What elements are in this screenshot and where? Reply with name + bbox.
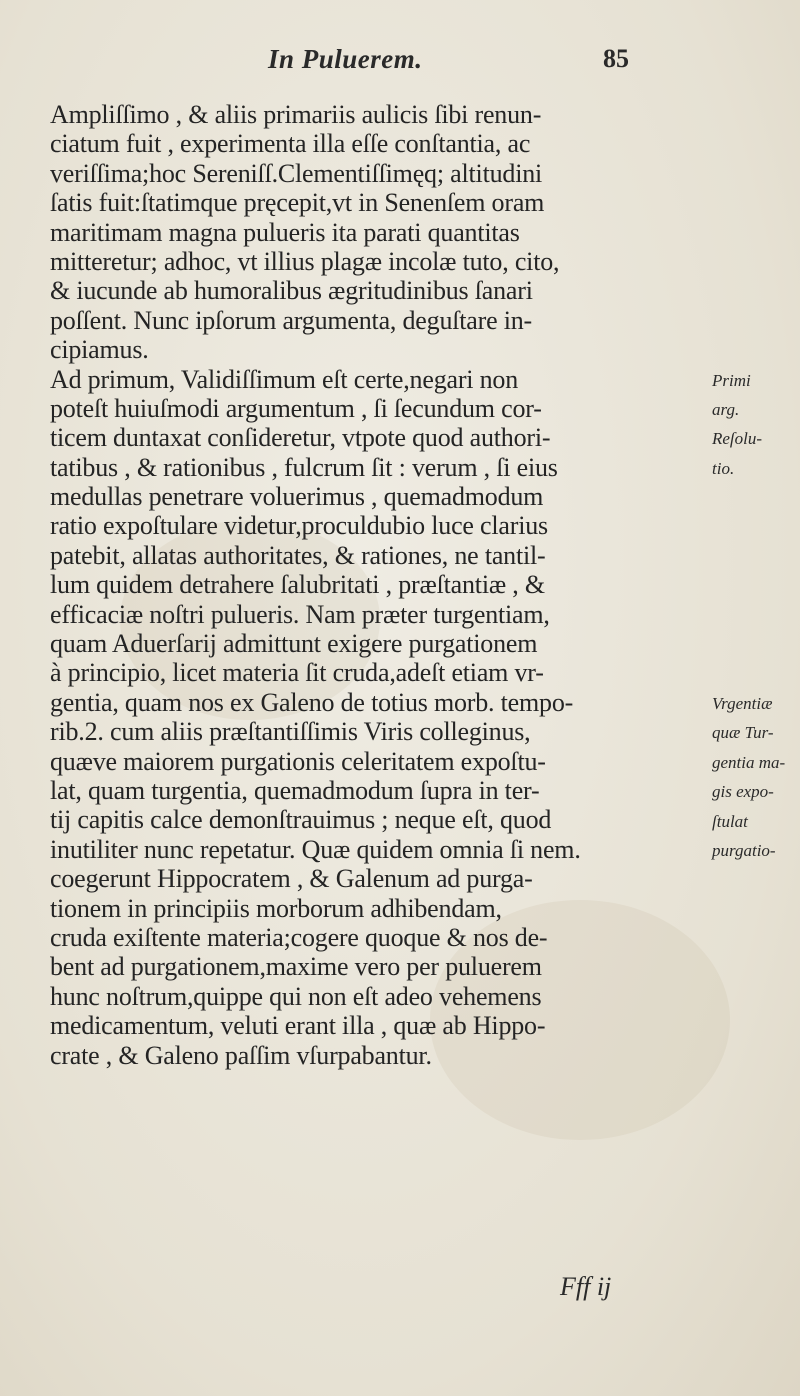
signature-catchword: Fff ij [560,1272,612,1301]
text-line: Ad primum, Validiſſimum eſt certe,negari non [50,364,519,394]
text-line: tatibus , & rationibus , fulcrum ſit : verum , ſi eius [50,452,558,482]
text-line: tionem in principiis morborum adhibendam, [50,893,502,923]
margin-note: quæ Tur- [712,723,774,743]
margin-note: tio. [712,458,735,478]
text-line: ratio expoſtulare videtur,proculdubio luce clarius [50,511,548,541]
text-line: inutiliter nunc repetatur. Quæ quidem omnia ſi nem. [50,834,581,864]
text-line: coegerunt Hippocratem , & Galenum ad purga- [50,864,533,894]
text-line: tij capitis calce demonſtrauimus ; neque eſt, quod [50,805,552,835]
text-line: quam Aduerſarij admittunt exigere purgationem [50,629,538,659]
text-line: cipiamus. [50,335,149,365]
main-text-block [50,100,710,1070]
text-line: hunc noſtrum,quippe qui non eſt adeo vehemens [50,981,542,1011]
margin-note: purgatio- [712,841,776,860]
text-line: bent ad purgationem,maxime vero per puluerem [50,952,542,982]
text-line: ciatum fuit , experimenta illa eſſe conſtantia, ac [50,129,531,159]
text-line: gentia, quam nos ex Galeno de totius morb. tempo- [50,687,574,717]
text-line: crate , & Galeno paſſim vſurpabantur. [50,1040,432,1070]
margin-note: gentia ma- [712,752,786,772]
running-header [180,38,629,98]
text-line: poſſent. Nunc ipſorum argumenta, deguſtare in- [50,305,533,335]
text-line: efficaciæ noſtri pulueris. Nam præter turgentiam, [50,599,550,629]
text-line: ticem duntaxat conſideretur, vtpote quod authori- [50,423,551,453]
margin-note: gis expo- [712,782,774,802]
page-number: 85 [603,44,629,73]
text-line: maritimam magna pulueris ita parati quantitas [50,217,520,247]
text-line: lat, quam turgentia, quemadmodum ſupra in ter- [50,775,540,805]
text-line: mitteretur; adhoc, vt illius plagæ incolæ tuto, cito, [50,246,560,276]
text-line: & iucunde ab humoralibus ægritudinibus ſanari [50,276,533,306]
margin-note: Vrgentiæ [712,694,773,713]
text-line: rib.2. cum aliis præſtantiſſimis Viris colleginus, [50,717,531,747]
text-line: medullas penetrare voluerimus , quemadmodum [50,482,544,512]
text-line: patebit, allatas authoritates, & rationes, ne tantil- [50,540,546,570]
text-line: Ampliſſimo , & aliis primariis aulicis ſibi renun- [50,100,542,129]
text-line: poteſt huiuſmodi argumentum , ſi ſecundum cor- [50,393,542,423]
text-line: à principio, licet materia ſit cruda,adeſt etiam vr- [50,658,544,688]
text-line: lum quidem detrahere ſalubritati , præſtantiæ , & [50,570,545,600]
text-line: cruda exiſtente materia;cogere quoque & nos de- [50,922,548,952]
text-line: quæve maiorem purgationis celeritatem expoſtu- [50,746,546,776]
text-line: medicamentum, veluti erant illa , quæ ab Hippo- [50,1011,546,1041]
text-line: veriſſima;hoc Sereniſſ.Clementiſſimęq; altitudini [50,158,543,188]
margin-note: Primi [712,370,751,390]
running-title: In Puluerem. [268,44,423,74]
margin-note: Reſolu- [712,429,763,449]
text-line: ſatis fuit:ſtatimque pręcepit,vt in Senenſem oram [50,188,545,218]
margin-note: ſtulat [712,811,748,831]
margin-note: arg. [712,400,740,419]
